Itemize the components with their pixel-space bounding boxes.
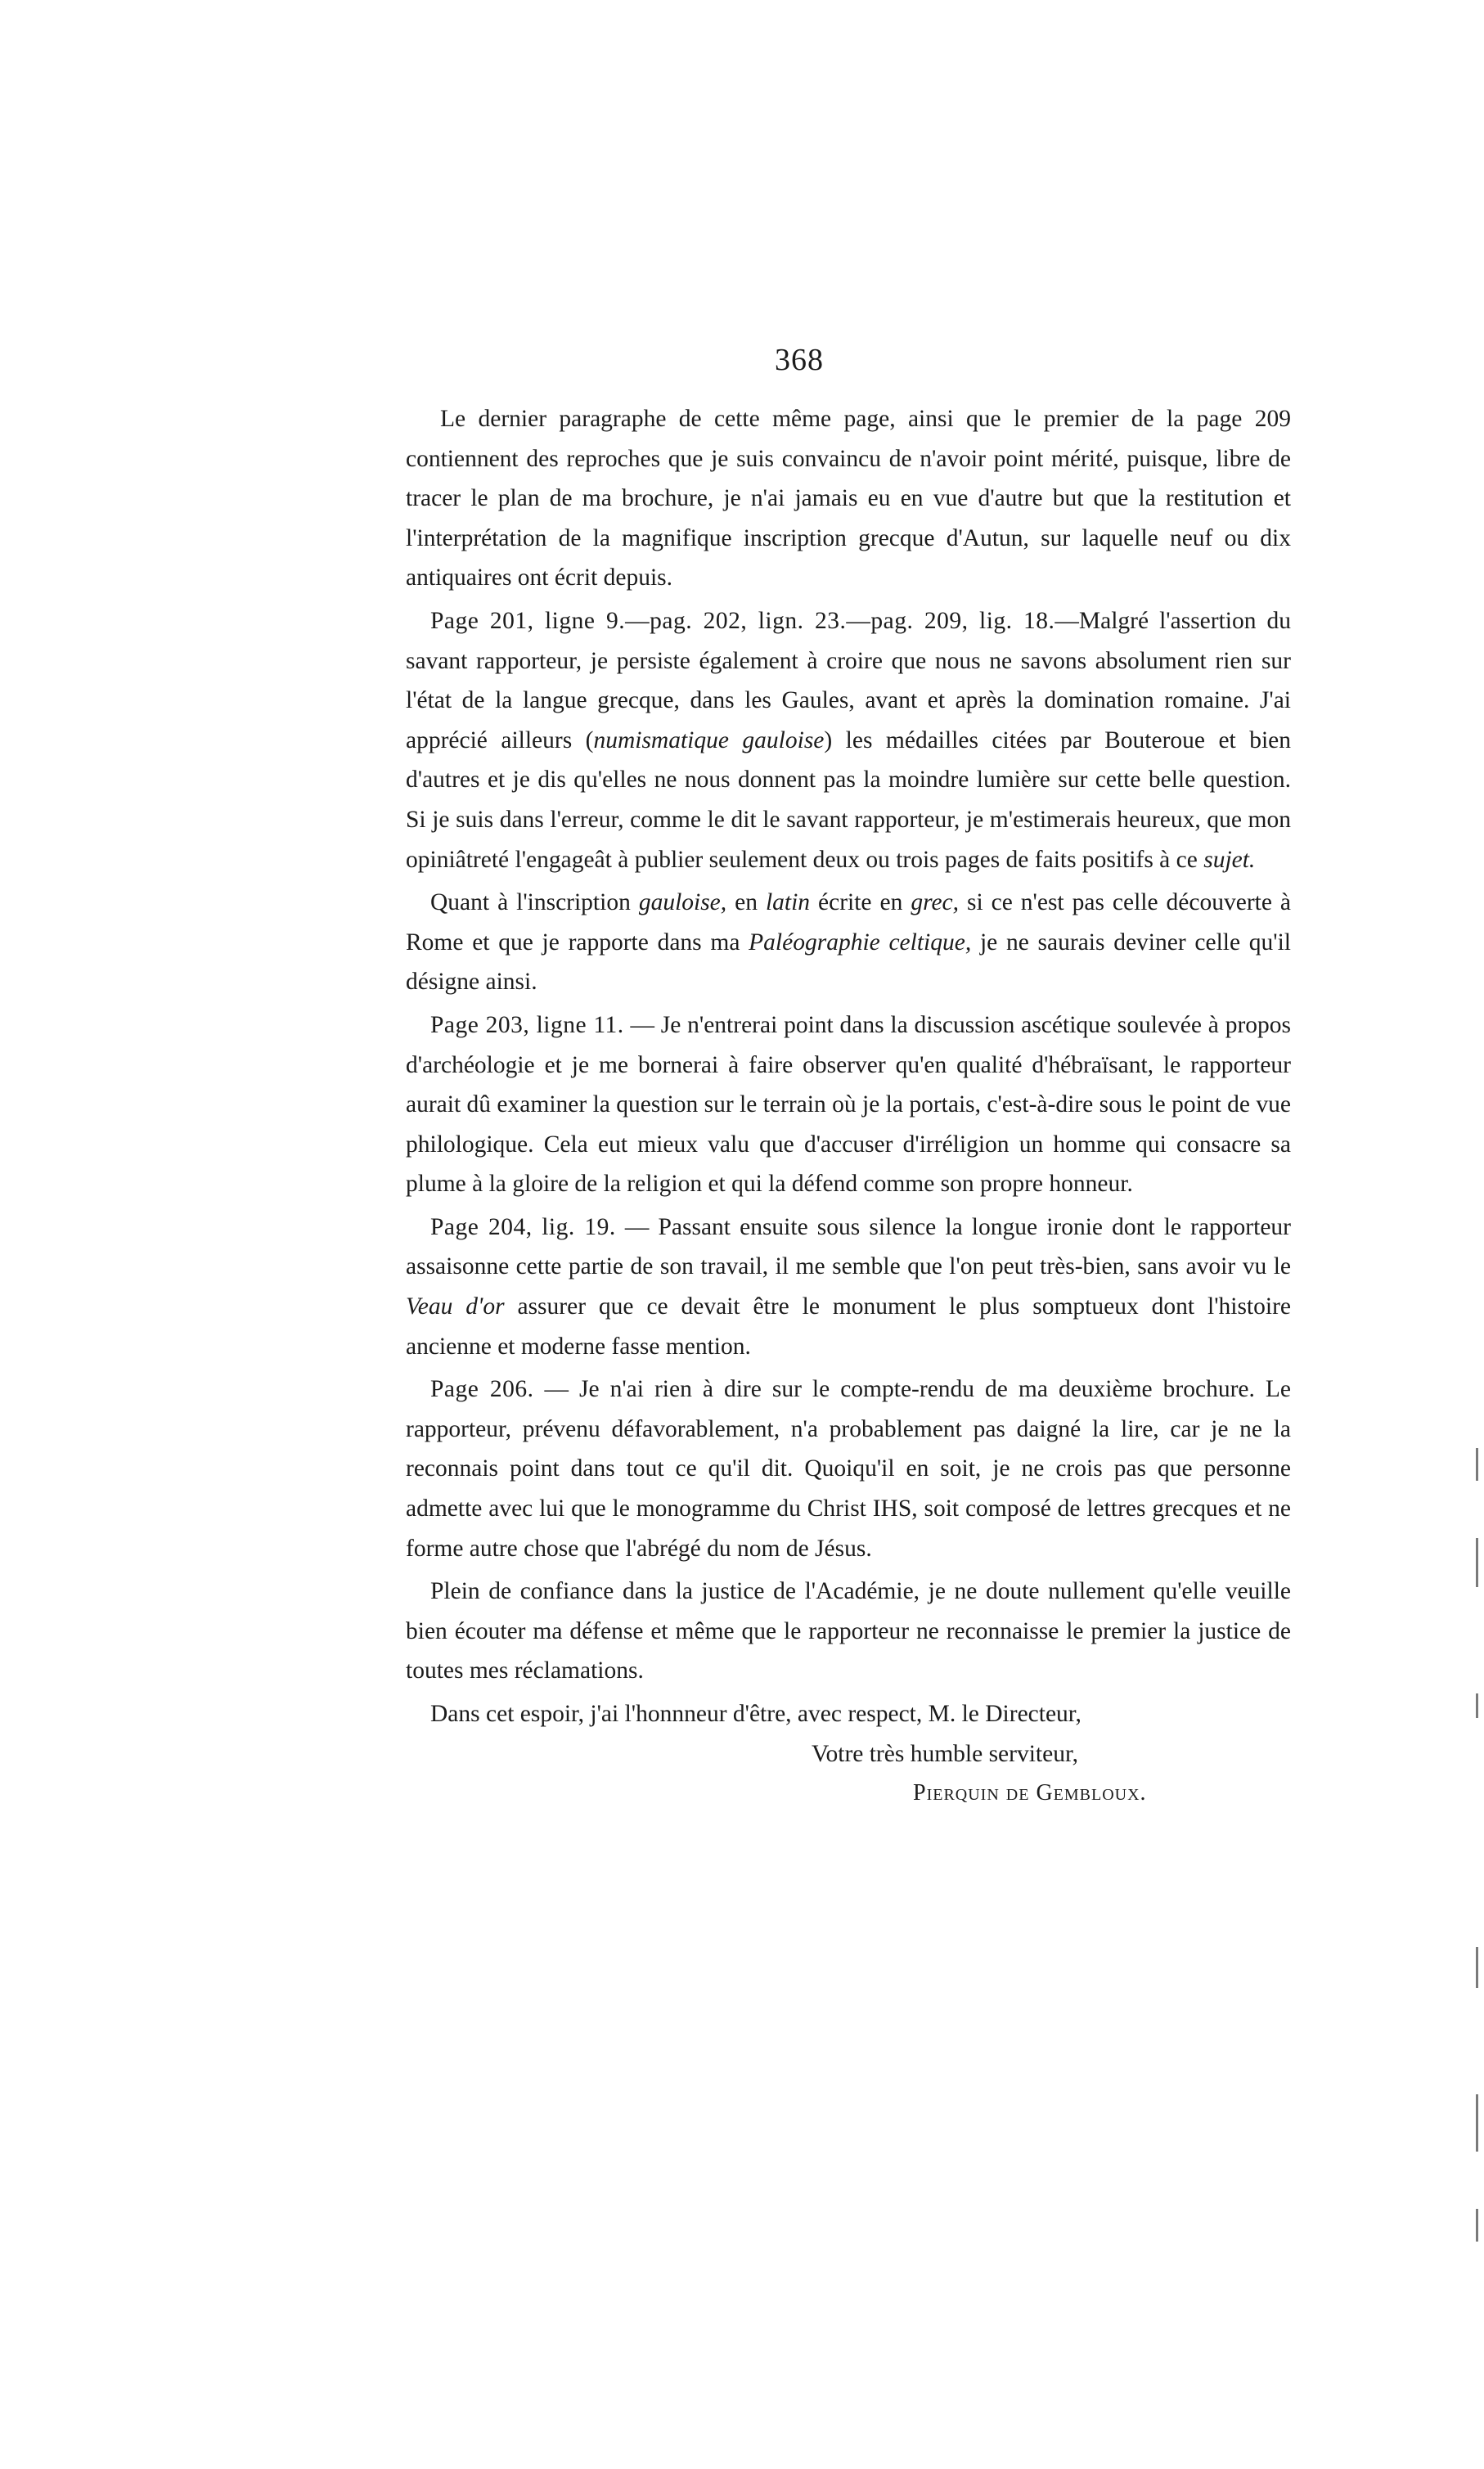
italic-title: Veau d'or <box>406 1293 505 1320</box>
italic-title: Paléographie celtique, <box>749 929 972 956</box>
author-signature: Pierquin de Gembloux. <box>913 1780 1147 1806</box>
page-reference: Page 204, lig. 19. <box>430 1213 616 1240</box>
paragraph-text: — Je n'entrerai point dans la discussion ascétique soulevée à propos d'archéologie et je me bornerai à faire observer qu'en qualité d'hébraïsant, le rapporteur aurait dû examiner la question sur le terrain où je la portais, c'est-à-dire sous le point de vue philologique. Cela eut mieux valu que d'accuser d'irréligion un homme qui consacre sa plume à la gloire de la religion et qui la défend comme son propre honneur. <box>406 1011 1291 1198</box>
italic-word: sujet. <box>1203 846 1256 873</box>
paragraph-text: écrite en <box>810 889 911 916</box>
paragraph-7: Plein de confiance dans la justice de l'Académie, je ne doute nullement qu'elle veuille bien écouter ma défense et même que le rapporteur ne reconnaisse le premier la justice de toutes mes réclamations. <box>406 1578 1291 1684</box>
paragraph-text: si ce n'est pas celle découverte à Rome et que je rapporte dans ma <box>406 889 1292 956</box>
paragraph-6 <box>406 1369 1291 1568</box>
paragraph-text: —Malgré l'assertion du savant rapporteur, je persiste également à croire que nous ne savons absolument rien sur l'état de la langue grecque, dans les Gaules, avant et après la domination romaine. J'ai apprécié ailleurs ( <box>406 607 1291 753</box>
paragraph-3 <box>406 883 1291 1002</box>
closing-line: Dans cet espoir, j'ai l'honnneur d'être, avec respect, M. le Directeur, <box>430 1701 1082 1727</box>
page-edge-mark <box>1476 1538 1478 1587</box>
italic-title: numismatique gauloise <box>593 726 825 753</box>
paragraph-text: ) les médailles citées par Bouteroue et bien d'autres et je dis qu'elles ne nous donnent pas la moindre lumière sur cette belle question. Si je suis dans l'erreur, comme le dit le savant rapporteur, je m'estimerais heureux, que mon opiniâtreté l'engageât à publier seulement deux ou trois pages de faits positifs à ce <box>406 726 1291 873</box>
paragraph-text: — Passant ensuite sous silence la longue ironie dont le rapporteur assaisonne cette partie de son travail, il me semble que l'on peut très-bien, sans avoir vu le <box>406 1213 1291 1280</box>
page-edge-mark <box>1476 1448 1478 1481</box>
italic-word: grec, <box>911 889 960 916</box>
paragraph-text: je ne saurais deviner celle qu'il désigne ainsi. <box>406 929 1291 996</box>
page-reference: Page 206. <box>430 1376 534 1403</box>
paragraph-text: assurer que ce devait être le monument le plus somptueux dont l'histoire ancienne et moderne fasse mention. <box>406 1293 1291 1360</box>
paragraph-1: Le dernier paragraphe de cette même page, ainsi que le premier de la page 209 contiennent des reproches que je suis convaincu de n'avoir point mérité, puisque, libre de tracer le plan de ma brochure, je n'ai jamais eu en vue d'autre but que la restitution et l'interprétation de la magnifique inscription grecque d'Autun, sur laquelle neuf ou dix antiquaires ont écrit depuis. <box>406 406 1291 591</box>
page-edge-mark <box>1476 1947 1478 1988</box>
paragraph-text: — Je n'ai rien à dire sur le compte-rendu de ma deuxième brochure. Le rapporteur, prévenu défavorablement, n'a probablement pas daigné la lire, car je ne la reconnais point dans tout ce qu'il dit. Quoiqu'il en soit, je ne crois pas que personne admette avec lui que le monogramme du Christ IHS, soit composé de lettres grecques et ne forme autre chose que l'abrégé du nom de Jésus. <box>406 1376 1291 1562</box>
paragraph-5 <box>406 1208 1291 1366</box>
page-edge-mark <box>1476 2209 1478 2242</box>
italic-word: gauloise, <box>638 889 727 916</box>
body-text <box>406 399 1291 1814</box>
italic-word: latin <box>765 889 811 916</box>
page-reference: Page 203, ligne 11. <box>430 1011 624 1038</box>
signoff-line: Votre très humble serviteur, <box>812 1740 1078 1767</box>
page-edge-mark <box>1476 1693 1478 1718</box>
paragraph-4 <box>406 1005 1291 1204</box>
page-reference: Page 201, ligne 9.—pag. 202, lign. 23.—pag. 209, lig. 18. <box>430 607 1055 634</box>
page-edge-mark <box>1476 2094 1478 2152</box>
paragraph-text: Quant à l'inscription <box>430 889 639 916</box>
paragraph-text: en <box>726 889 766 916</box>
page-number: 368 <box>775 343 824 377</box>
paragraph-2 <box>406 601 1291 879</box>
